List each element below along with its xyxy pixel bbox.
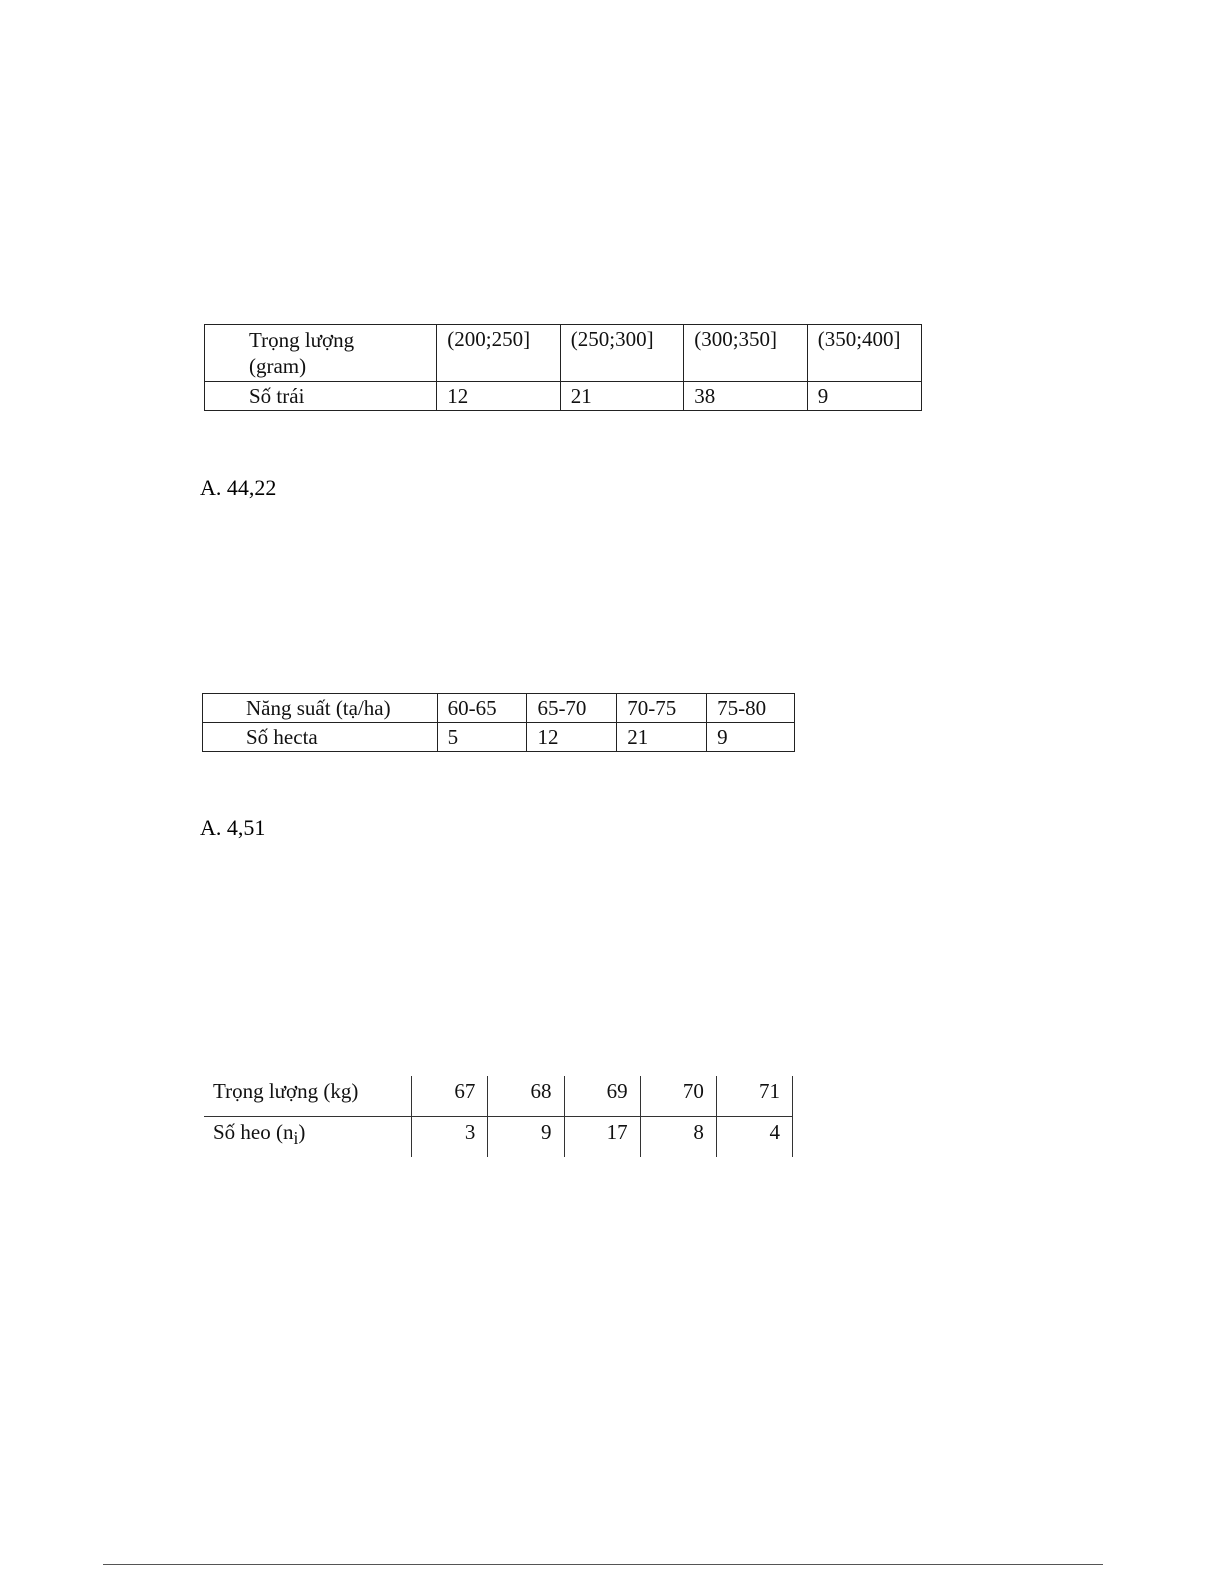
table-header-cell: 60-65: [437, 694, 527, 723]
table-header-cell: 75-80: [707, 694, 795, 723]
table-header-cell: (350;400]: [807, 325, 921, 382]
table-header-cell: (300;350]: [684, 325, 807, 382]
table-header-cell: (250;300]: [560, 325, 683, 382]
answer-option-2: A. 4,51: [200, 815, 266, 840]
table-header-cell: [205, 325, 437, 382]
table-cell: 5: [437, 723, 527, 752]
header-line: Trọng lượng: [249, 328, 355, 352]
table-header-cell: 70-75: [617, 694, 707, 723]
row-label-close: ): [298, 1120, 306, 1144]
table-cell: 17: [564, 1117, 640, 1158]
table-cell: 9: [807, 382, 921, 411]
table-header-cell: Trọng lượng (kg): [204, 1076, 412, 1117]
table-cell: 8: [640, 1117, 716, 1158]
table-row: [204, 1117, 793, 1158]
table-cell: 21: [617, 723, 707, 752]
table-header-cell: Năng suất (tạ/ha): [203, 694, 438, 723]
row-label-cell: Số hecta: [203, 723, 438, 752]
table-cell: 9: [707, 723, 795, 752]
table-header-cell: 68: [488, 1076, 564, 1117]
table-cell: 12: [527, 723, 617, 752]
answer-option-1: A. 44,22: [200, 475, 277, 500]
table-header-cell: 65-70: [527, 694, 617, 723]
table-cell: 4: [716, 1117, 792, 1158]
table-header-cell: 70: [640, 1076, 716, 1117]
pig-weight-table: [204, 1076, 793, 1157]
table-header-row: [204, 1076, 793, 1117]
header-line: (gram): [249, 354, 307, 378]
table-row: [205, 382, 922, 411]
table-cell: 9: [488, 1117, 564, 1158]
table-header-row: [203, 694, 795, 723]
table-cell: 12: [437, 382, 560, 411]
table-header-cell: 67: [412, 1076, 488, 1117]
table-header-cell: 69: [564, 1076, 640, 1117]
row-label-cell: Số trái: [205, 382, 437, 411]
table-cell: 3: [412, 1117, 488, 1158]
table-header-cell: 71: [716, 1076, 792, 1117]
yield-table: [202, 693, 795, 752]
row-label-cell: [204, 1117, 412, 1158]
row-label-subscript: i: [293, 1128, 299, 1149]
fruit-weight-table: [204, 324, 922, 411]
table-cell: 38: [684, 382, 807, 411]
footer-divider: [103, 1564, 1103, 1565]
table-header-row: [205, 325, 922, 382]
table-cell: 21: [560, 382, 683, 411]
table-header-cell: (200;250]: [437, 325, 560, 382]
row-label-text: Số heo (n: [213, 1120, 294, 1144]
table-row: [203, 723, 795, 752]
